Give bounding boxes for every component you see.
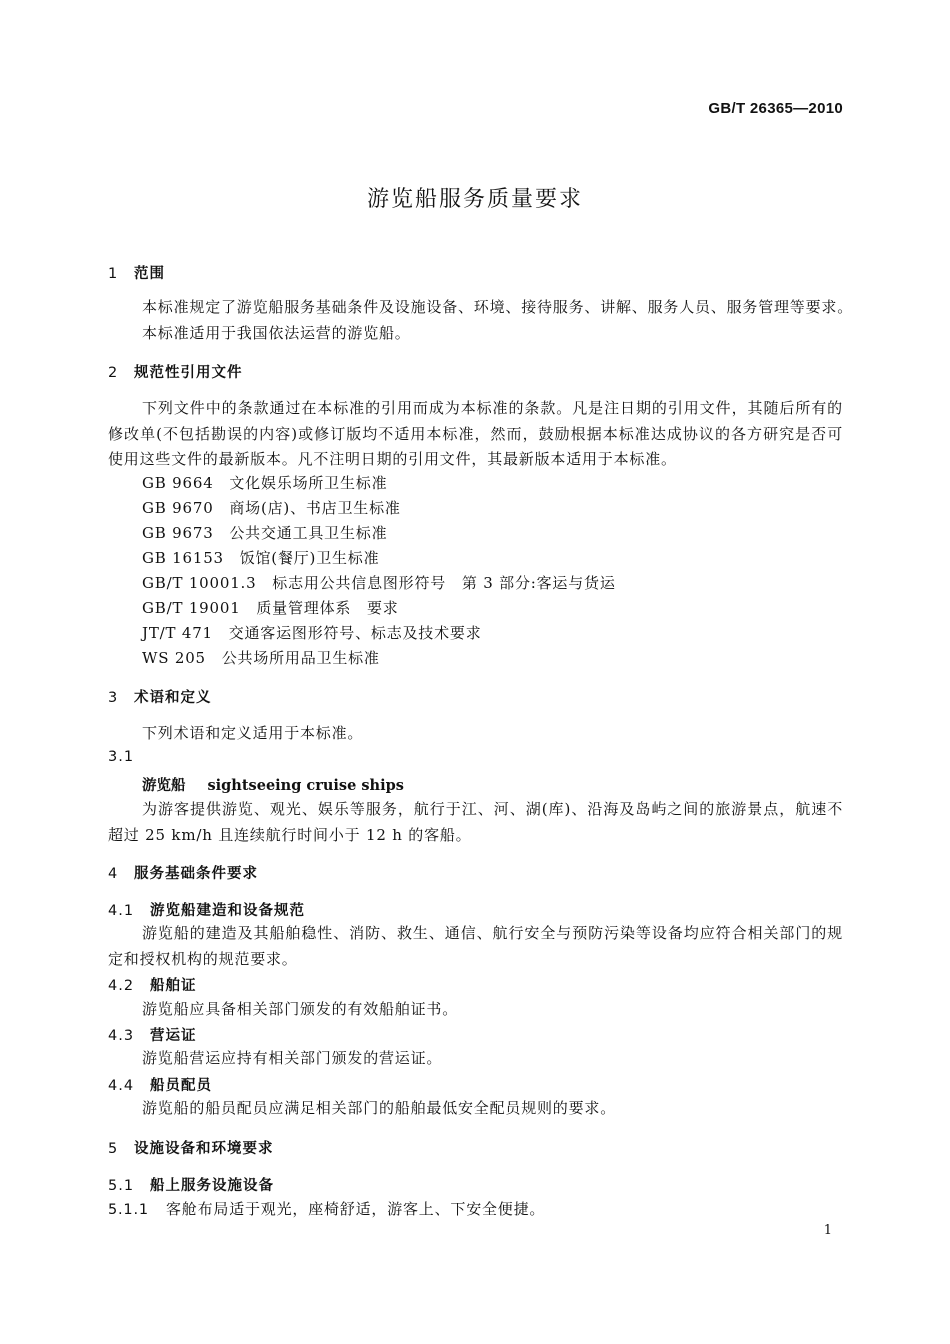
section-1-heading: [108, 262, 165, 283]
section-title: 术语和定义: [134, 690, 212, 706]
clause-text: 客舱布局适于观光，座椅舒适，游客上、下安全便捷。: [166, 1200, 546, 1218]
section-title: 规范性引用文件: [134, 365, 243, 381]
reference-name: 商场(店)、书店卫生标准: [229, 499, 401, 517]
paragraph: 本标准规定了游览船服务基础条件及设施设备、环境、接待服务、讲解、服务人员、服务管理等要求。: [142, 298, 854, 316]
reference-item: [142, 547, 379, 568]
term-english: sightseeing cruise ships: [207, 777, 404, 794]
subsection-number: 4.3: [108, 1028, 135, 1044]
reference-code: GB 9673: [142, 524, 214, 542]
reference-code: GB 9664: [142, 474, 214, 492]
reference-item: [142, 597, 399, 618]
section-number: 2: [108, 365, 119, 381]
reference-code: WS 205: [142, 649, 206, 667]
page-number: 1: [823, 1223, 832, 1238]
paragraph: 游览船的船员配员应满足相关部门的船舶最低安全配员规则的要求。: [142, 1099, 617, 1117]
section-number: 3: [108, 690, 119, 706]
subsection-4-3-heading: [108, 1024, 197, 1045]
subsection-title: 船舶证: [150, 978, 197, 994]
reference-name: 公共交通工具卫生标准: [229, 524, 388, 542]
term-entry: [142, 774, 404, 795]
section-title: 范围: [134, 266, 165, 282]
reference-name: 质量管理体系 要求: [256, 599, 399, 617]
subsection-5-1-heading: [108, 1174, 274, 1195]
reference-code: GB/T 10001.3: [142, 574, 257, 592]
subsection-4-2-heading: [108, 974, 197, 995]
clause-5-1-1: [108, 1198, 545, 1219]
reference-code: GB 16153: [142, 549, 224, 567]
reference-code: JT/T 471: [142, 624, 213, 642]
reference-name: 公共场所用品卫生标准: [221, 649, 380, 667]
reference-item: [142, 647, 380, 668]
section-2-heading: [108, 361, 243, 382]
reference-name: 标志用公共信息图形符号 第 3 部分:客运与货运: [272, 574, 616, 592]
reference-item: [142, 522, 387, 543]
subsection-4-1-heading: [108, 899, 305, 920]
paragraph: 下列文件中的条款通过在本标准的引用而成为本标准的条款。凡是注日期的引用文件，其随后所有的修改单(不包括勘误的内容)或修订版均不适用本标准，然而，鼓励根据本标准达成协议的各方研究是否可使用这些文件的最新版本。凡不注明日期的引用文件，其最新版本适用于本标准。: [108, 399, 843, 468]
section-number: 4: [108, 866, 119, 882]
subsection-number: 4.1: [108, 903, 135, 919]
reference-name: 交通客运图形符号、标志及技术要求: [228, 624, 482, 642]
subsection-number: 4.2: [108, 978, 135, 994]
reference-name: 文化娱乐场所卫生标准: [229, 474, 388, 492]
subsection-title: 游览船建造和设备规范: [150, 903, 305, 919]
subsection-title: 船上服务设施设备: [150, 1178, 274, 1194]
section-title: 服务基础条件要求: [134, 866, 258, 882]
standard-number: GB/T 26365—2010: [708, 100, 843, 117]
subsection-number: 5.1: [108, 1178, 135, 1194]
section-number: 5: [108, 1141, 119, 1157]
subsection-title: 船员配员: [150, 1078, 212, 1094]
paragraph: 游览船应具备相关部门颁发的有效船舶证书。: [142, 1000, 459, 1018]
subsection-title: 营运证: [150, 1028, 197, 1044]
subsection-4-4-heading: [108, 1074, 212, 1095]
section-4-heading: [108, 862, 258, 883]
reference-item: [142, 572, 616, 593]
reference-code: GB 9670: [142, 499, 214, 517]
reference-item: [142, 497, 401, 518]
reference-name: 饭馆(餐厅)卫生标准: [239, 549, 380, 567]
reference-item: [142, 472, 387, 493]
term-chinese: 游览船: [142, 777, 186, 794]
term-definition: 为游客提供游览、观光、娱乐等服务，航行于江、河、湖(库)、沿海及岛屿之间的旅游景点，航速不超过 25 km/h 且连续航行时间小于 12 h 的客船。: [108, 800, 843, 844]
paragraph: 游览船的建造及其船舶稳性、消防、救生、通信、航行安全与预防污染等设备均应符合相关部门的规定和授权机构的规范要求。: [108, 924, 843, 968]
section-title: 设施设备和环境要求: [134, 1141, 274, 1157]
section-3-heading: [108, 686, 212, 707]
paragraph: 本标准适用于我国依法运营的游览船。: [142, 324, 411, 342]
document-title: 游览船服务质量要求: [366, 187, 583, 212]
reference-item: [142, 622, 482, 643]
section-5-heading: [108, 1137, 274, 1158]
paragraph: 下列术语和定义适用于本标准。: [142, 724, 364, 742]
subsection-number: 4.4: [108, 1078, 135, 1094]
subsection-number: 3.1: [108, 749, 135, 765]
section-number: 1: [108, 266, 119, 282]
reference-code: GB/T 19001: [142, 599, 241, 617]
clause-number: 5.1.1: [108, 1202, 149, 1218]
paragraph: 游览船营运应持有相关部门颁发的营运证。: [142, 1049, 443, 1067]
